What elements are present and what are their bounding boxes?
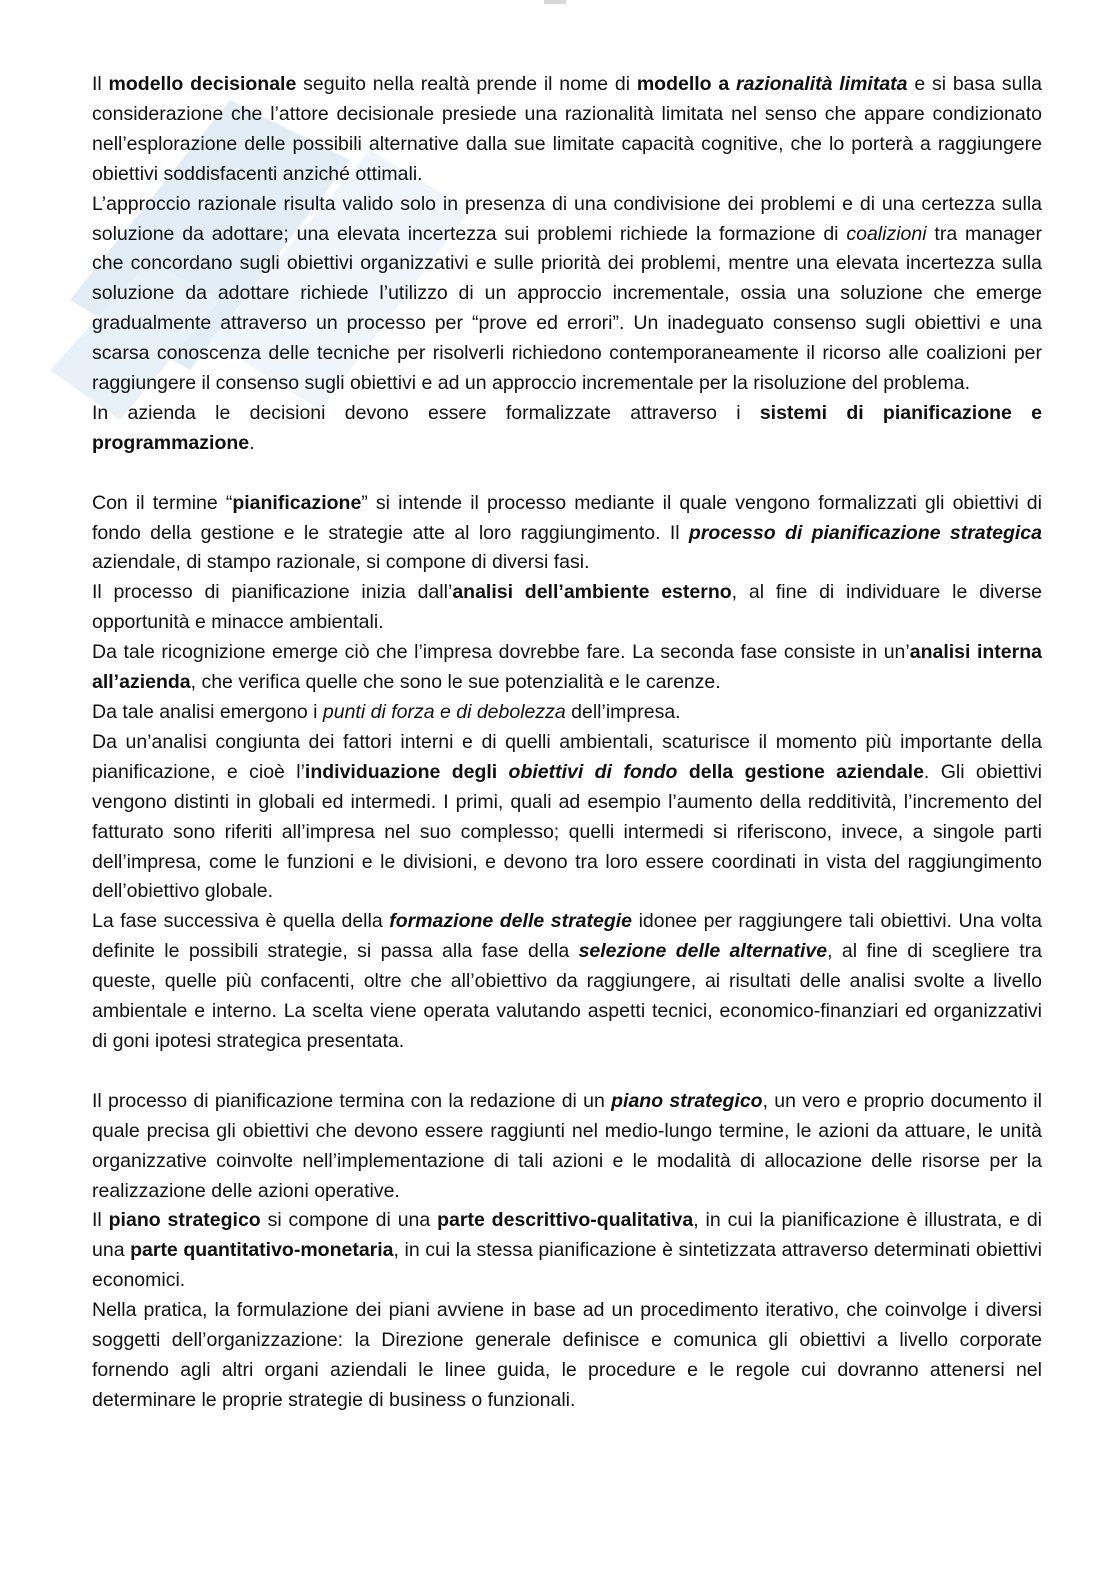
document-body — [92, 70, 1042, 1416]
paragraph-p12 — [92, 1296, 1042, 1416]
text-run: , che verifica quelle che sono le sue potenzialità e le carenze. — [190, 671, 721, 694]
text-run: modello a — [636, 73, 737, 95]
text-run: parte quantitativo-monetaria — [130, 1239, 394, 1262]
text-run: Il processo di pianificazione inizia dall’ — [92, 581, 453, 604]
text-run: Da tale ricognizione emerge ciò che l’impresa dovrebbe fare. La seconda fase consiste in un’ — [92, 641, 910, 664]
text-run: processo di pianificazione strategica — [688, 521, 1042, 544]
text-run: . Gli obiettivi vengono distinti in globali ed intermedi. I primi, quali ad esempio l’aumento della redditività, l’incremento del fatturato sono riferiti all’impresa nel suo complesso; quelli intermedi si riferiscono, invece, a singole parti dell’impresa, come le funzioni e le divisioni, e devono tra loro essere coordinati in vista del raggiungimento dell’obiettivo globale. — [92, 760, 1042, 903]
paragraph-p10 — [92, 1087, 1042, 1207]
text-run: si compone di una — [260, 1209, 438, 1232]
text-run: modello decisionale — [108, 73, 297, 95]
text-run: formazione delle strategie — [389, 910, 633, 933]
text-run: , al fine di scegliere tra queste, quelle più confacenti, oltre che all’obiettivo da raggiungere, ai risultati delle analisi svolte a livello ambientale e interno. La scelta viene operata valutando aspetti tecnici, economico-finanziari ed organizzativi di goni ipotesi strategica presentata. — [92, 940, 1042, 1052]
text-run: analisi dell’ambiente esterno — [452, 581, 732, 604]
header-mark — [544, 0, 566, 4]
text-run: Il — [92, 73, 109, 95]
text-run: sistemi di pianificazione e programmazione — [92, 401, 1042, 454]
paragraph-p1 — [92, 70, 1042, 190]
text-run: coalizioni — [846, 222, 927, 245]
text-run: obiettivi di fondo — [508, 760, 678, 783]
text-run: aziendale, di stampo razionale, si compone di diversi fasi. — [92, 551, 590, 574]
text-run: Il processo di pianificazione termina con la redazione di un — [92, 1089, 612, 1112]
text-run: In azienda le decisioni devono essere formalizzate attraverso i — [92, 401, 760, 424]
text-run: pianificazione — [232, 491, 362, 514]
text-run: Il — [92, 1209, 109, 1232]
text-run: . — [249, 431, 255, 454]
text-run: Da tale analisi emergono i — [92, 701, 323, 724]
text-run: , al fine di individuare le diverse opportunità e minacce ambientali. — [92, 581, 1042, 634]
text-run: dell’impresa. — [565, 701, 681, 724]
text-run: analisi interna all’azienda — [92, 641, 1042, 694]
paragraph-p8 — [92, 728, 1042, 907]
text-run: della gestione aziendale — [677, 760, 924, 783]
paragraph-gap — [92, 1057, 1042, 1087]
text-run: parte descrittivo-qualitativa — [437, 1209, 694, 1232]
text-run: Nella pratica, la formulazione dei piani avviene in base ad un procedimento iterativo, che coinvolge i diversi soggetti dell’organizzazione: la Direzione generale definisce e comunica gli obiettivi a livello corporate fornendo agli altri organi aziendali le linee guida, le procedure e le regole cui dovranno attenersi nel determinare le proprie strategie di business o funzionali. — [92, 1299, 1042, 1411]
text-run: , in cui la pianificazione è illustrata, e di una — [92, 1209, 1043, 1262]
paragraph-p7 — [92, 698, 1042, 728]
text-run: seguito nella realtà prende il nome di — [296, 73, 637, 95]
paragraph-p4 — [92, 489, 1042, 579]
paragraph-p11 — [92, 1206, 1042, 1296]
text-run: La fase successiva è quella della — [92, 910, 390, 933]
text-run: idonee per raggiungere tali obiettivi. Una volta definite le possibili strategie, si passa alla fase della — [92, 910, 1043, 963]
text-run: e si basa sulla considerazione che l’attore decisionale presiede una razionalità limitata nel senso che appare condizionato nell’esplorazione delle possibili alternative dalla sue limitate capacità cognitive, che lo porterà a raggiungere obiettivi soddisfacenti anziché ottimali. — [92, 73, 1043, 185]
text-run: Da un’analisi congiunta dei fattori interni e di quelli ambientali, scaturisce il momento più importante della pianificazione, e cioè l’ — [92, 730, 1042, 783]
paragraph-p5 — [92, 578, 1042, 638]
text-run: individuazione degli — [304, 760, 509, 783]
text-run: , un vero e proprio documento il quale precisa gli obiettivi che devono essere raggiunti nel medio-lungo termine, le azioni da attuare, le unità organizzative coinvolte nell’implementazione di tali azioni e le modalità di allocazione delle risorse per la realizzazione delle azioni operative. — [92, 1089, 1042, 1202]
text-run: razionalità limitata — [736, 73, 908, 95]
text-run: selezione delle alternative — [578, 940, 828, 963]
paragraph-p9 — [92, 907, 1042, 1057]
text-run: punti di forza e di debolezza — [322, 701, 566, 724]
text-run: tra manager che concordano sugli obiettivi organizzativi e sulle priorità dei problemi, mentre una elevata incertezza sulla soluzione da adottare richiede l’utilizzo di un approccio incrementale, ossia una soluzione che emerge gradualmente attraverso un processo per “prove ed errori”. Un inadeguato consenso sugli obiettivi e una scarsa conoscenza delle tecniche per risolverli richiedono contemporaneamente il ricorso alle coalizioni per raggiungere il consenso sugli obiettivi e ad un approccio incrementale per la risoluzione del problema. — [92, 222, 1042, 395]
text-run: L’approccio razionale risulta valido solo in presenza di una condivisione dei problemi e di una certezza sulla soluzione da adottare; una elevata incertezza sui problemi richiede la formazione di — [92, 192, 1042, 245]
text-run: , in cui la stessa pianificazione è sintetizzata attraverso determinati obiettivi economici. — [92, 1239, 1042, 1292]
paragraph-p3 — [92, 399, 1042, 459]
text-run: Con il termine “ — [92, 491, 233, 514]
paragraph-p2 — [92, 190, 1042, 399]
text-run: piano strategico — [108, 1209, 261, 1232]
text-run: ” si intende il processo mediante il quale vengono formalizzati gli obiettivi di fondo della gestione e le strategie atte al loro raggiungimento. Il — [92, 491, 1042, 544]
text-run: piano strategico — [611, 1089, 763, 1112]
paragraph-gap — [92, 459, 1042, 489]
paragraph-p6 — [92, 638, 1042, 698]
